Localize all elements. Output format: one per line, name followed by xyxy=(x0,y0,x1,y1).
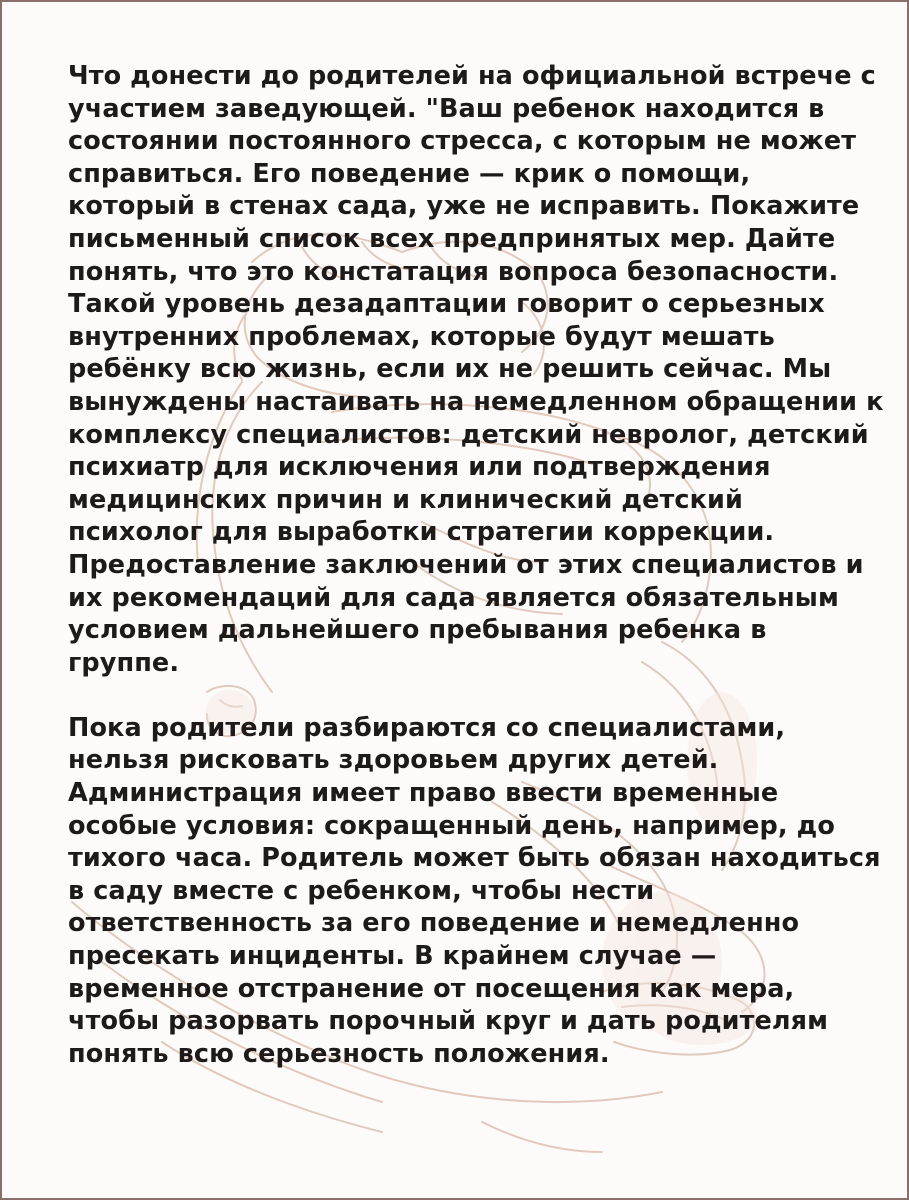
text-line: нельзя рисковать здоровьем других детей. xyxy=(68,745,719,776)
text-line: особые условия: сокращенный день, например, до xyxy=(68,810,835,841)
text-line: письменный список всех предпринятых мер. Дайте xyxy=(68,223,836,254)
text-line: психолог для выработки стратегии коррекции. xyxy=(68,517,775,548)
text-line: Администрация имеет право ввести временные xyxy=(68,778,779,809)
text-line: тихого часа. Родитель может быть обязан находиться xyxy=(68,843,881,874)
paragraph-2 xyxy=(68,712,881,1071)
text-line: ребёнку всю жизнь, если их не решить сейчас. Мы xyxy=(68,354,832,385)
text-line: ответственность за его поведение и немедленно xyxy=(68,908,800,939)
text-line: внутренних проблемах, которые будут мешать xyxy=(68,321,775,352)
text-line: который в стенах сада, уже не исправить. Покажите xyxy=(68,191,860,222)
text-line: справиться. Его поведение — крик о помощи, xyxy=(68,158,751,189)
text-line: состоянии постоянного стресса, с которым не может xyxy=(68,126,857,157)
text-line: вынуждены настаивать на немедленном обращении к xyxy=(68,386,884,417)
text-line: понять, что это констатация вопроса безопасности. xyxy=(68,256,839,287)
text-line: участием заведующей. "Ваш ребенок находится в xyxy=(68,93,825,124)
text-line: их рекомендаций для сада является обязательным xyxy=(68,582,839,613)
text-line: психиатр для исключения или подтверждения xyxy=(68,452,771,483)
text-line: Предоставление заключений от этих специалистов и xyxy=(68,549,864,580)
text-line: временное отстранение от посещения как мера, xyxy=(68,973,795,1004)
text-line: группе. xyxy=(68,647,180,678)
paragraph-1 xyxy=(68,60,884,679)
text-line: Пока родители разбираются со специалистами, xyxy=(68,712,786,743)
article-text xyxy=(68,60,884,1070)
text-line: чтобы разорвать порочный круг и дать родителям xyxy=(68,1006,829,1037)
text-line: медицинских причин и клинический детский xyxy=(68,484,743,515)
text-line: пресекать инциденты. В крайнем случае — xyxy=(68,941,717,972)
text-line: Такой уровень дезадаптации говорит о серьезных xyxy=(68,289,825,320)
text-line: комплексу специалистов: детский невролог, детский xyxy=(68,419,869,450)
text-line: в саду вместе с ребенком, чтобы нести xyxy=(68,875,655,906)
text-line: понять всю серьезность положения. xyxy=(68,1038,610,1069)
text-line: Что донести до родителей на официальной встрече с xyxy=(68,61,876,91)
text-line: условием дальнейшего пребывания ребенка в xyxy=(68,615,767,646)
